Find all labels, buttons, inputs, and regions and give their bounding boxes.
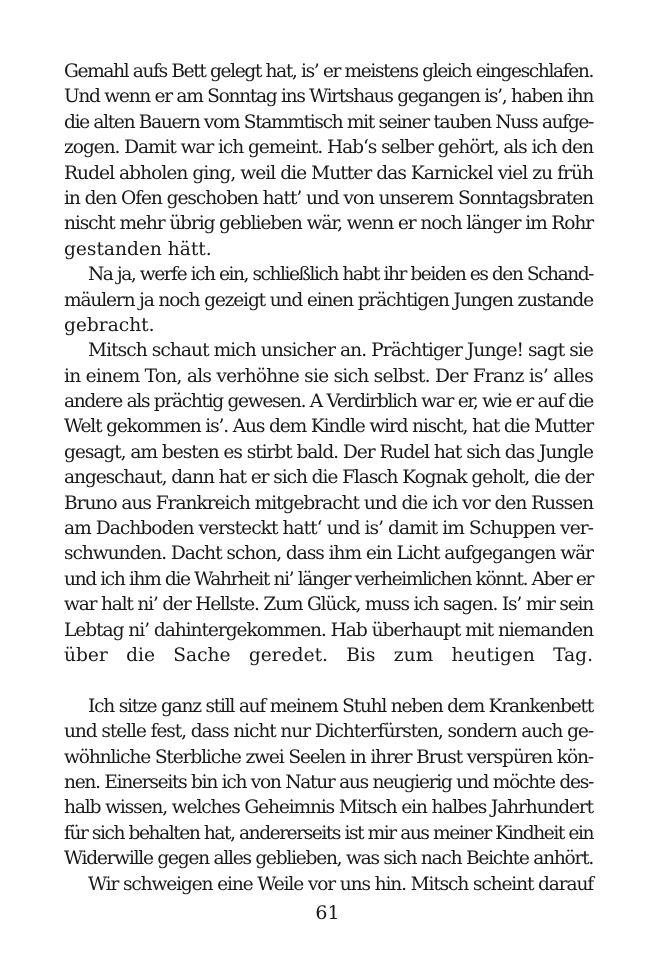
text-line: war halt ni’ der Hellste. Zum Glück, muss ich sagen. Is’ mir sein xyxy=(64,594,594,616)
text-line: halb wissen, welches Geheimnis Mitsch ein halbes Jahrhundert xyxy=(64,797,594,819)
text-line: Mitsch schaut mich unsicher an. Prächtiger Junge! sagt sie xyxy=(88,340,593,362)
text-line: zogen. Damit war ich gemeint. Hab‘s selber gehört, als ich den xyxy=(64,137,593,159)
text-line: und stelle fest, dass nicht nur Dichterfürsten, sondern auch ge- xyxy=(64,721,594,743)
paragraph-3 xyxy=(64,338,593,693)
text-line: mäulern ja noch gezeigt und einen prächtigen Jungen zustande xyxy=(64,289,593,311)
page-number: 61 xyxy=(315,902,340,924)
text-line: Widerwille gegen alles geblieben, was sich nach Beichte anhört. xyxy=(64,848,593,870)
text-line: Ich sitze ganz still auf meinem Stuhl neben dem Krankenbett xyxy=(88,695,594,717)
text-line: in einem Ton, als verhöhne sie sich selbst. Der Franz is’ alles xyxy=(64,365,594,387)
text-line: angeschaut, dann hat er sich die Flasch Kognak geholt, die der xyxy=(64,467,594,489)
text-line: gebracht. xyxy=(64,314,155,336)
text-line xyxy=(64,668,593,693)
text-line: für sich behalten hat, andererseits ist mir aus meiner Kindheit ein xyxy=(64,822,593,844)
text-line: Wir schweigen eine Weile vor uns hin. Mitsch scheint darauf xyxy=(88,873,594,895)
text-line: die alten Bauern vom Stammtisch mit seiner tauben Nuss aufge- xyxy=(64,111,593,133)
text-line: wöhnliche Sterbliche zwei Seelen in ihrer Brust verspüren kön- xyxy=(64,746,594,768)
text-line: andere als prächtig gewesen. A Verdirblich war er, wie er auf die xyxy=(64,391,593,413)
text-line: Bruno aus Frankreich mitgebracht und die ich vor den Russen xyxy=(64,492,594,514)
paragraph-1 xyxy=(64,59,593,262)
text-line: am Dachboden versteckt hatt‘ und is’ damit im Schuppen ver- xyxy=(64,518,594,540)
body-text xyxy=(64,59,593,897)
text-line: Lebtag ni’ dahintergekommen. Hab überhaupt mit niemanden xyxy=(64,619,593,641)
text-line: Welt gekommen is’. Aus dem Kindle wird nischt, hat die Mutter xyxy=(64,416,593,438)
text-line: über die Sache geredet. Bis zum heutigen Tag. xyxy=(64,644,593,666)
text-line: gesagt, am besten es stirbt bald. Der Rudel hat sich das Jungle xyxy=(64,441,594,463)
text-line: Gemahl aufs Bett gelegt hat, is’ er meistens gleich eingeschlafen. xyxy=(64,61,594,82)
text-line: und ich ihm die Wahrheit ni’ länger verheimlichen könnt. Aber er xyxy=(64,568,593,590)
text-line: in den Ofen geschoben hatt’ und von unserem Sonntagsbraten xyxy=(64,187,594,209)
paragraph-2 xyxy=(64,262,593,338)
text-line: nischt mehr übrig geblieben wär, wenn er noch länger im Rohr xyxy=(64,213,593,235)
text-line: nen. Einerseits bin ich von Natur aus neugierig und möchte des- xyxy=(64,771,593,793)
text-line: gestanden hätt. xyxy=(64,238,212,260)
text-line: schwunden. Dacht schon, dass ihm ein Licht aufgegangen wär xyxy=(64,543,594,565)
text-line: Und wenn er am Sonntag ins Wirtshaus gegangen is’, haben ihn xyxy=(64,86,593,108)
paragraph-5 xyxy=(64,872,593,897)
paragraph-4 xyxy=(64,694,593,872)
text-line: Rudel abholen ging, weil die Mutter das Karnickel viel zu früh xyxy=(64,162,593,184)
text-line: Na ja, werfe ich ein, schließlich habt ihr beiden es den Schand- xyxy=(88,264,593,286)
